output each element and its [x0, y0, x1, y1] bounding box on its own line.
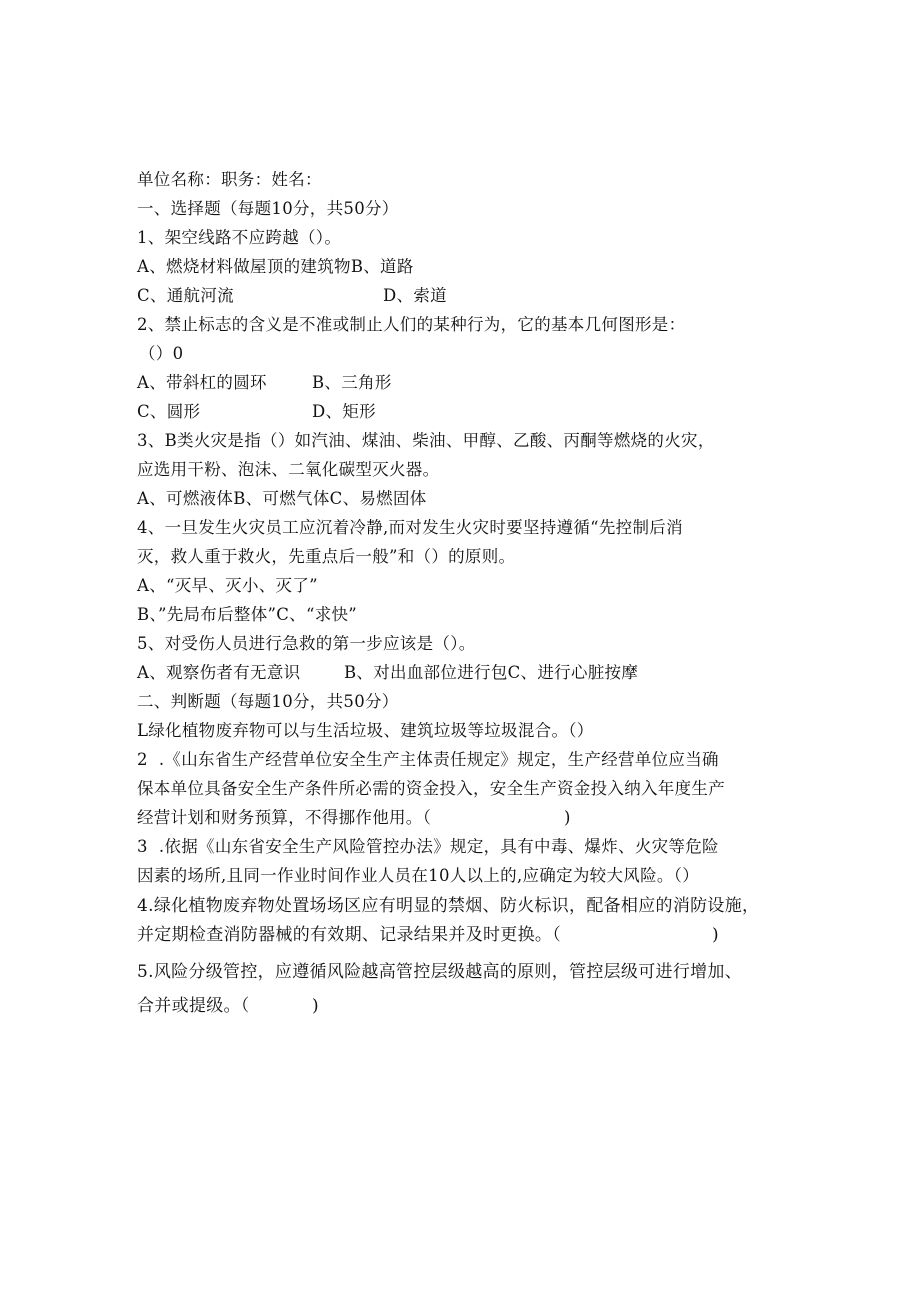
- header-line: 单位名称：职务：姓名：: [137, 170, 322, 189]
- q4-stem-1: 4、一旦发生火灾员工应沉着冷静,而对发生火灾时要坚持遵循“先控制后消: [137, 518, 683, 537]
- q4-option-a: A、“灭早、灭小、灭了”: [137, 576, 318, 595]
- q5-option-a: A、观察伤者有无意识: [137, 663, 301, 682]
- q1-options-cd: [137, 286, 447, 306]
- j4-line-1: 4.绿化植物废弃物处置场场区应有明显的禁烟、防火标识，配备相应的消防设施，: [137, 896, 760, 916]
- j4-text-2: 并定期检查消防器械的有效期、记录结果并及时更换。（: [137, 925, 561, 945]
- q2-stem-2: （）0: [139, 344, 184, 363]
- j5-line-1: 5.风险分级管控，应遵循风险越高管控层级越高的原则，管控层级可进行增加、: [137, 962, 743, 982]
- j4-close-paren: ): [712, 925, 719, 945]
- section1-title: 一、选择题（每题10分，共50分）: [137, 199, 399, 218]
- q3-stem-2: 应选用干粉、泡沫、二氧化碳型灭火器。: [137, 460, 440, 479]
- q3-options: A、可燃液体B、可燃气体C、易燃固体: [137, 489, 427, 508]
- q1-option-d: D、索道: [383, 286, 447, 305]
- j5-close-paren: ): [312, 996, 319, 1016]
- q5-options: [137, 663, 638, 683]
- j3-line-2: 因素的场所,且同一作业时间作业人员在10人以上的,应确定为较大风险。（）: [137, 866, 700, 885]
- j2-line-3: [137, 808, 571, 828]
- q5-stem: 5、对受伤人员进行急救的第一步应该是（）。: [137, 634, 476, 653]
- q4-options-bc: B、”先局布后整体”C、“求快”: [137, 605, 358, 624]
- j2-close-paren: ): [564, 808, 571, 827]
- j2-line-1: 2 .《山东省生产经营单位安全生产主体责任规定》规定，生产经营单位应当确: [137, 750, 719, 769]
- q2-options-ab: [137, 373, 392, 393]
- q2-option-d: D、矩形: [312, 402, 376, 421]
- q1-option-c: C、通航河流: [137, 286, 234, 305]
- q1-options-ab: A、燃烧材料做屋顶的建筑物B、道路: [137, 257, 414, 276]
- q2-option-a: A、带斜杠的圆环: [137, 373, 267, 392]
- j1-text: L绿化植物废弃物可以与生活垃圾、建筑垃圾等垃圾混合。（）: [137, 721, 594, 740]
- j4-line-2: [137, 925, 719, 945]
- j2-text-3: 经营计划和财务预算，不得挪作他用。（: [137, 808, 432, 827]
- q2-option-b: B、三角形: [312, 373, 392, 392]
- q2-options-cd: [137, 402, 376, 422]
- q1-stem: 1、架空线路不应跨越（）。: [137, 228, 342, 247]
- j5-text-2: 合并或提级。（: [137, 996, 250, 1016]
- j2-line-2: 保本单位具备安全生产条件所必需的资金投入，安全生产资金投入纳入年度生产: [137, 779, 725, 798]
- q4-stem-2: 灭，救人重于救火，先重点后一般”和（）的原则。: [137, 547, 516, 566]
- j5-line-2: [137, 996, 319, 1016]
- j3-line-1: 3 .依据《山东省安全生产风险管控办法》规定，具有中毒、爆炸、火灾等危险: [137, 837, 719, 856]
- section2-title: 二、判断题（每题10分，共50分）: [137, 692, 399, 711]
- q2-option-c: C、圆形: [137, 402, 201, 421]
- q3-stem-1: 3、B类火灾是指（）如汽油、煤油、柴油、甲醇、乙酸、丙酮等燃烧的火灾，: [137, 431, 715, 450]
- q2-stem-1: 2、禁止标志的含义是不准或制止人们的某种行为，它的基本几何图形是：: [137, 315, 686, 334]
- q5-options-bc: B、对出血部位进行包C、进行心脏按摩: [344, 663, 639, 682]
